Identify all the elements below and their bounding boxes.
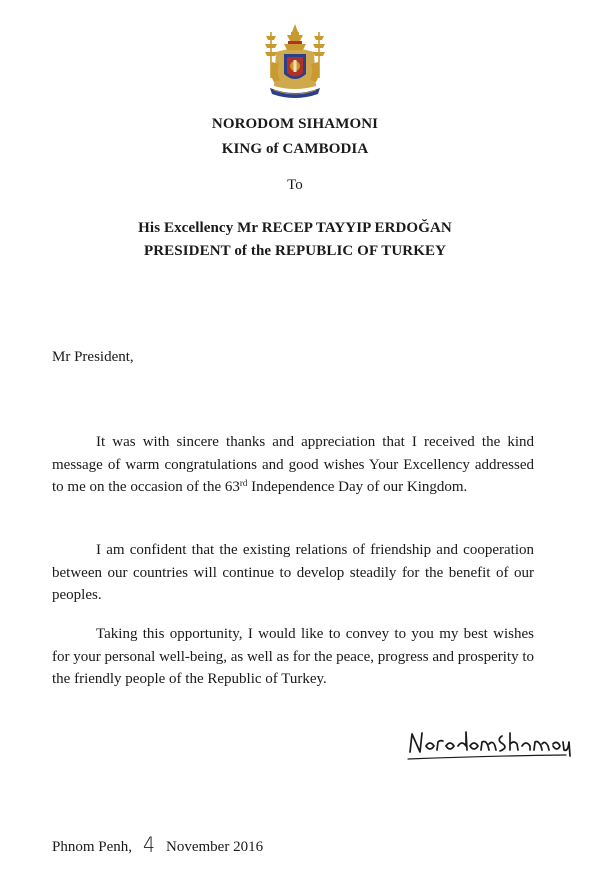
salutation: Mr President, bbox=[52, 349, 134, 365]
paragraph-2 bbox=[52, 539, 534, 607]
paragraph-1-text-end: Independence Day of our Kingdom. bbox=[247, 479, 468, 495]
royal-coat-of-arms-icon bbox=[262, 22, 328, 104]
sender-title: KING of CAMBODIA bbox=[221, 141, 369, 157]
recipient-title: PRESIDENT of the REPUBLIC OF TURKEY bbox=[143, 243, 446, 259]
date-place: Phnom Penh, bbox=[52, 839, 133, 855]
signature bbox=[404, 722, 576, 764]
date-day-handwritten: 4 bbox=[142, 833, 156, 857]
paragraph-1 bbox=[52, 431, 534, 499]
ordinal-suffix: rd bbox=[239, 478, 248, 488]
dateline bbox=[52, 832, 263, 856]
sender-name: NORODOM SIHAMONI bbox=[211, 116, 379, 132]
paragraph-3 bbox=[52, 623, 534, 691]
recipient-name: His Excellency Mr RECEP TAYYIP ERDOĞAN bbox=[138, 220, 452, 236]
paragraph-3-text: Taking this opportunity, I would like to convey to you my best wishes for your personal well-being, as well as for the peace, progress and prosperity to the friendly people of the Republic of Turkey. bbox=[52, 626, 534, 687]
paragraph-1-text: It was with sincere thanks and appreciation that I received the kind message of warm congratulations and good wishes Your Excellency addressed to me on the occasion of the 63 bbox=[52, 434, 534, 495]
paragraph-2-text: I am confident that the existing relations of friendship and cooperation between our countries will continue to develop steadily for the benefit of our peoples. bbox=[52, 542, 534, 603]
date-month-year: November 2016 bbox=[166, 839, 264, 855]
to-line: To bbox=[287, 177, 303, 193]
